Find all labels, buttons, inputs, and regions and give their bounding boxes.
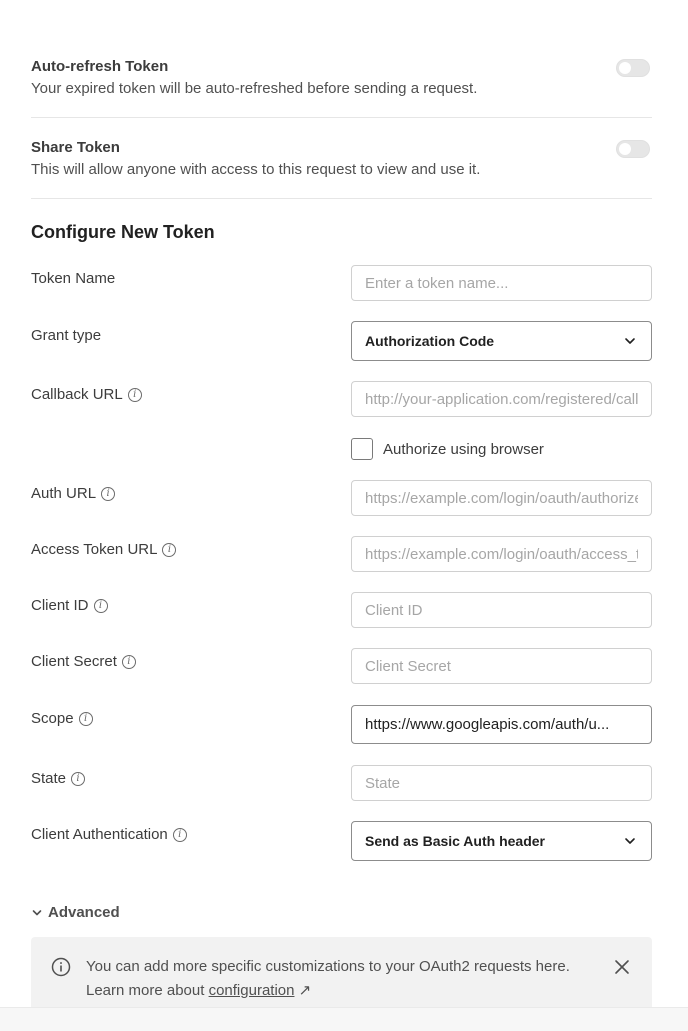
auto-refresh-toggle[interactable]	[616, 59, 650, 77]
info-icon[interactable]: i	[122, 655, 136, 669]
divider	[31, 117, 652, 118]
access-token-url-input[interactable]	[351, 536, 652, 572]
external-link-icon: ↗	[298, 982, 312, 999]
access-token-url-label	[31, 540, 176, 560]
share-token-toggle[interactable]	[616, 140, 650, 158]
close-icon[interactable]	[614, 959, 630, 975]
grant-type-select[interactable]	[351, 321, 652, 361]
client-id-input[interactable]	[351, 592, 652, 628]
grant-type-label	[31, 326, 101, 346]
token-name-label-text: Token Name	[31, 270, 116, 287]
state-label	[31, 769, 85, 789]
divider	[31, 198, 652, 199]
advanced-notice	[31, 937, 652, 1017]
token-name-input[interactable]	[351, 265, 652, 301]
auto-refresh-description: Your expired token will be auto-refreshed before sending a request.	[31, 80, 478, 97]
info-icon[interactable]: i	[173, 828, 187, 842]
chevron-down-icon	[623, 334, 637, 348]
authorize-browser-row	[351, 438, 544, 460]
section-title: Configure New Token	[31, 222, 215, 242]
info-icon[interactable]: i	[128, 388, 142, 402]
client-id-label-text: Client ID	[31, 597, 89, 614]
configuration-link[interactable]: configuration	[208, 982, 295, 999]
client-secret-input[interactable]	[351, 648, 652, 684]
client-authentication-select[interactable]	[351, 821, 652, 861]
info-icon	[51, 957, 71, 977]
authorize-browser-label: Authorize using browser	[383, 440, 544, 458]
scope-input[interactable]: https://www.googleapis.com/auth/u...	[351, 705, 652, 744]
client-secret-label-text: Client Secret	[31, 653, 117, 670]
grant-type-label-text: Grant type	[31, 327, 102, 344]
auto-refresh-section	[31, 57, 652, 99]
info-icon[interactable]: i	[71, 772, 85, 786]
advanced-toggle[interactable]	[31, 904, 120, 921]
auth-url-label-text: Auth URL	[31, 485, 97, 502]
client-authentication-label	[31, 825, 187, 845]
share-token-title: Share Token	[31, 139, 120, 156]
notice-text	[86, 955, 576, 1003]
callback-url-label	[31, 385, 142, 405]
info-icon[interactable]: i	[162, 543, 176, 557]
info-icon[interactable]: i	[101, 487, 115, 501]
access-token-url-label-text: Access Token URL	[31, 541, 158, 558]
authorize-browser-checkbox[interactable]	[351, 438, 373, 460]
info-icon[interactable]: i	[79, 712, 93, 726]
share-token-description: This will allow anyone with access to this request to view and use it.	[31, 161, 481, 178]
info-icon[interactable]: i	[94, 599, 108, 613]
callback-url-label-text: Callback URL	[31, 386, 123, 403]
scope-label-text: Scope	[31, 710, 74, 727]
callback-url-input[interactable]	[351, 381, 652, 417]
scope-label	[31, 709, 93, 729]
state-label-text: State	[31, 770, 67, 787]
state-input[interactable]	[351, 765, 652, 801]
auto-refresh-title: Auto-refresh Token	[31, 58, 169, 75]
chevron-down-icon	[31, 907, 43, 919]
client-id-label	[31, 596, 108, 616]
auth-url-label	[31, 484, 115, 504]
client-authentication-value: Send as Basic Auth header	[365, 833, 545, 849]
advanced-label: Advanced	[48, 904, 120, 921]
client-secret-label	[31, 652, 136, 672]
notice-body: You can add more specific customizations to your OAuth2 requests here. Learn more about	[86, 958, 570, 999]
client-authentication-label-text: Client Authentication	[31, 826, 168, 843]
auth-url-input[interactable]	[351, 480, 652, 516]
token-name-label	[31, 269, 115, 289]
share-token-section	[31, 138, 652, 180]
chevron-down-icon	[623, 834, 637, 848]
bottom-bar	[0, 1007, 688, 1031]
grant-type-value: Authorization Code	[365, 333, 495, 349]
